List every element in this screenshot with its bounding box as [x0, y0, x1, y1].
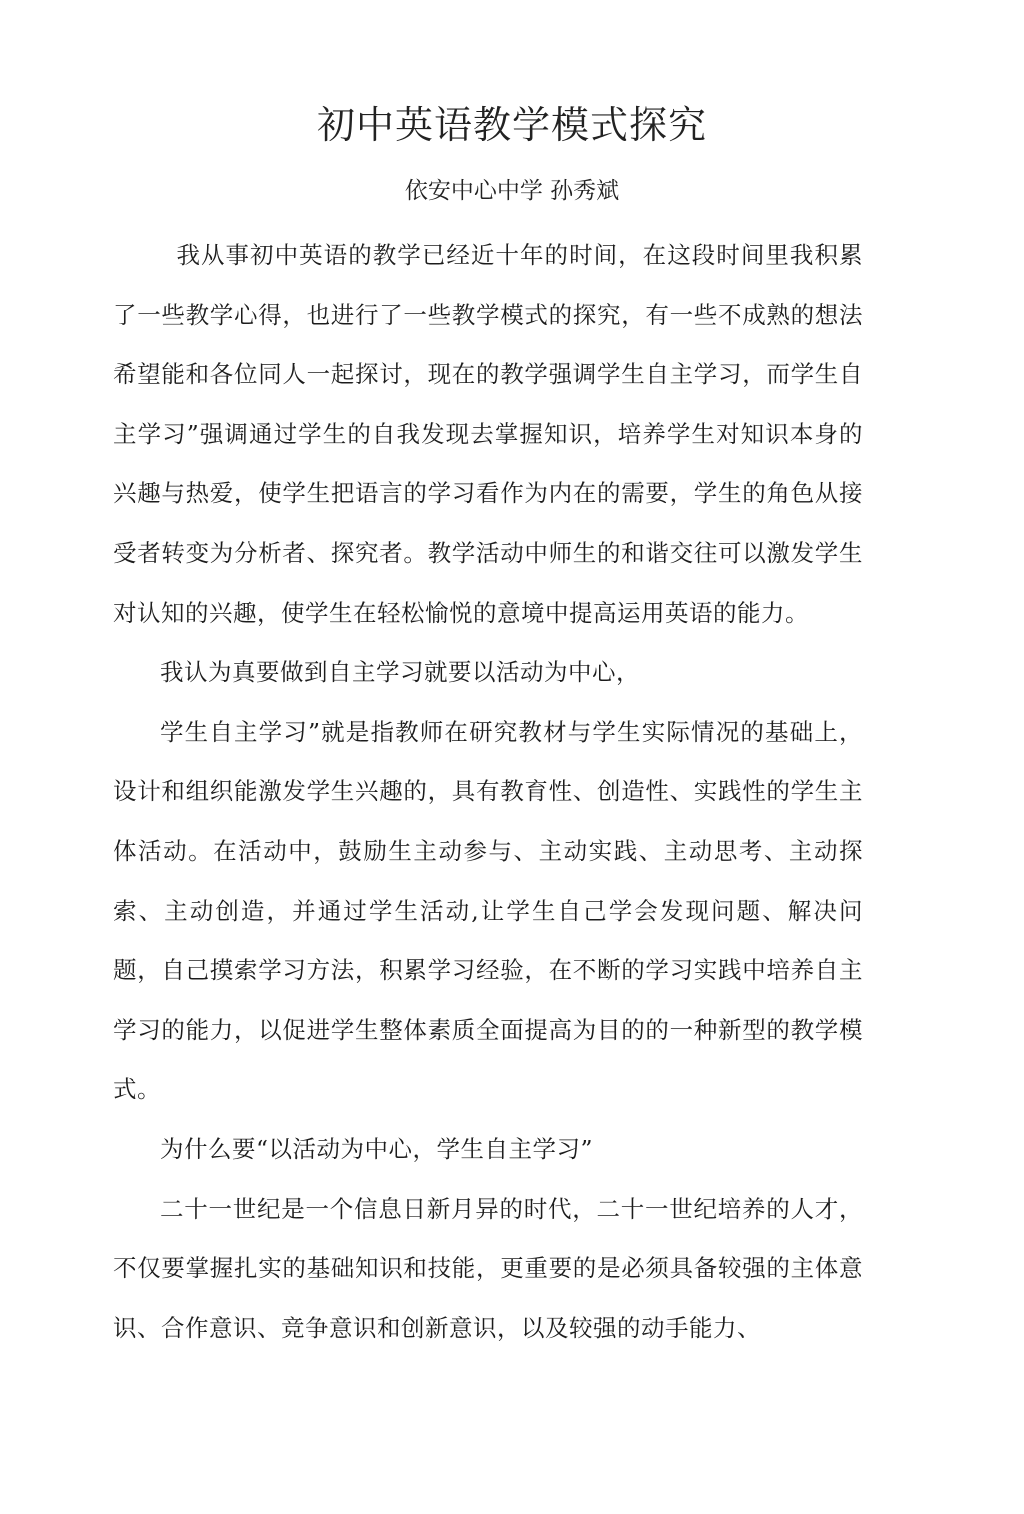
- page-title: 初中英语教学模式探究: [316, 103, 707, 147]
- paragraph-2: 我认为真要做到自主学习就要以活动为中心，: [160, 658, 640, 687]
- paragraph-1: 我从事初中英语的教学已经近十年的时间，在这段时间里我积累了一些教学心得，也进行了一些教学模式的探究，有一些不成熟的想法希望能和各位同人一起探讨，现在的教学强调学生自主学习，而学生自主学习”强调通过学生的自我发现去掌握知识，培养学生对知识本身的兴趣与热爱，使学生把语言的学习看作为内在的需要，学生的角色从接受者转变为分析者、探究者。教学活动中师生的和谐交往可以激发学生对认知的兴趣，使学生在轻松愉悦的意境中提高运用英语的能力。: [113, 241, 863, 627]
- paragraph-5: 二十一世纪是一个信息日新月异的时代，二十一世纪培养的人才，不仅要掌握扎实的基础知识和技能，更重要的是必须具备较强的主体意识、合作意识、竞争意识和创新意识，以及较强的动手能力、: [113, 1194, 863, 1342]
- author-byline: 依安中心中学 孙秀斌: [404, 178, 620, 204]
- paragraph-4: 为什么要“以活动为中心，学生自主学习”: [160, 1134, 594, 1163]
- body-text: [113, 226, 863, 1358]
- paragraph-3: 学生自主学习”就是指教师在研究教材与学生实际情况的基础上，设计和组织能激发学生兴趣的，具有教育性、创造性、实践性的学生主体活动。在活动中，鼓励生主动参与、主动实践、主动思考、主动探索、主动创造，并通过学生活动,让学生自己学会发现问题、解决问题，自己摸索学习方法，积累学习经验，在不断的学习实践中培养自主学习的能力，以促进学生整体素质全面提高为目的的一种新型的教学模式。: [113, 717, 863, 1104]
